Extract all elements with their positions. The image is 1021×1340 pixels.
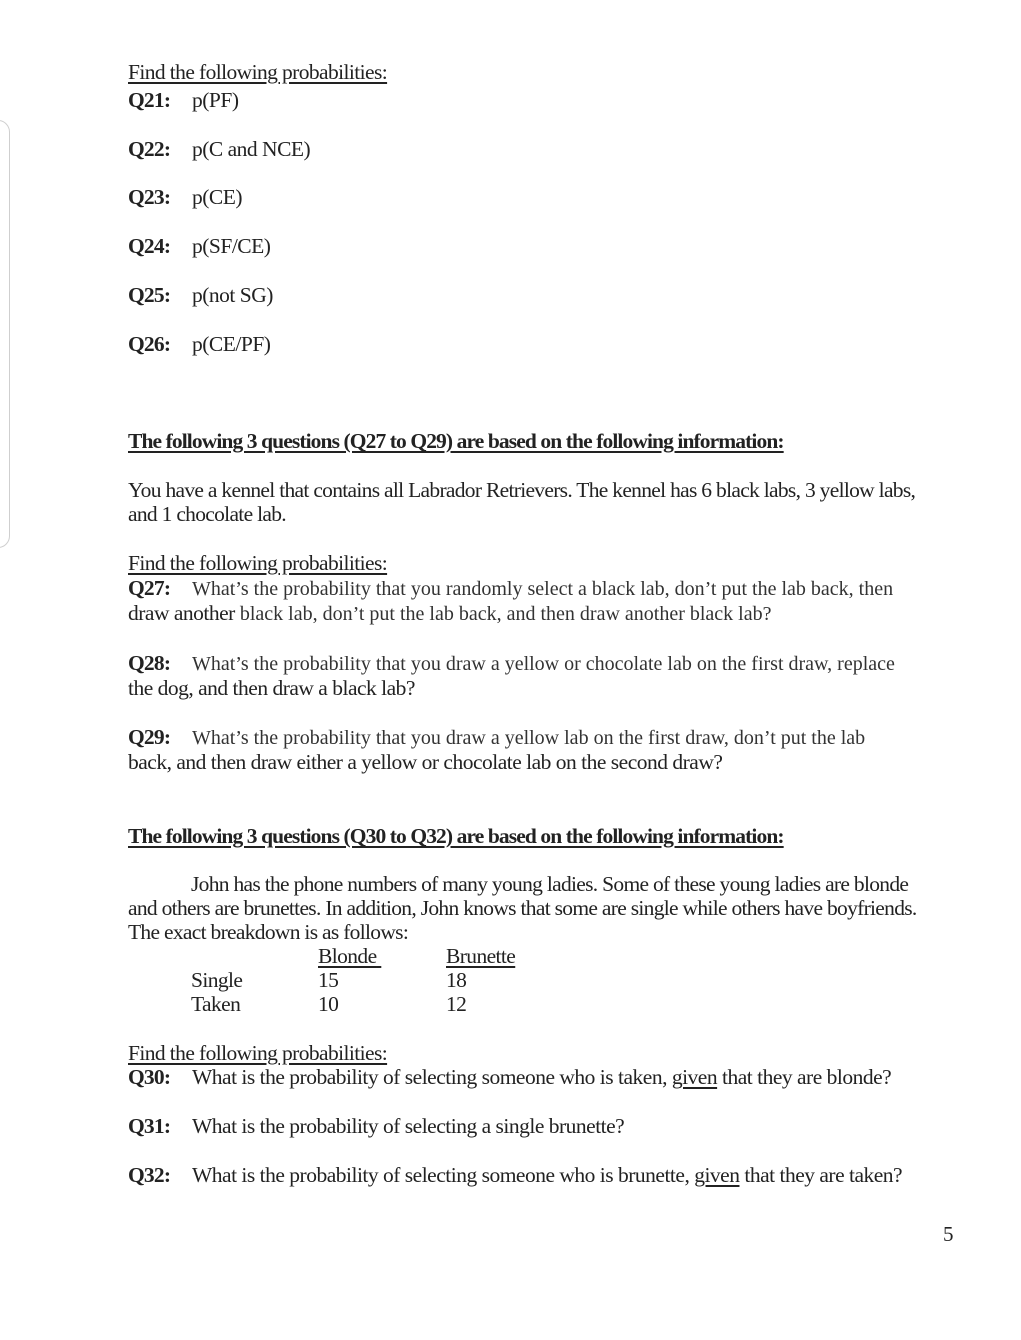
question-q30	[128, 1065, 940, 1089]
table-cell: 12	[446, 992, 467, 1016]
table-header-cell	[318, 944, 446, 968]
question-label: Q25:	[128, 283, 171, 307]
row-label: Taken	[191, 992, 241, 1016]
question-text-part: that they are blonde?	[717, 1065, 892, 1089]
question-text-part: What is the probability of selecting someone who is taken,	[192, 1065, 672, 1089]
question-label: Q30:	[128, 1065, 171, 1089]
question-text-part: What is the probability of selecting someone who is brunette,	[192, 1163, 695, 1187]
question-q28	[128, 651, 940, 700]
find-probabilities-label: Find the following probabilities:	[128, 60, 388, 84]
page-number: 5	[943, 1222, 954, 1246]
question-label: Q22:	[128, 137, 171, 161]
emphasis-given: given	[671, 1065, 718, 1089]
question-label: Q27:	[128, 576, 171, 600]
kennel-info-paragraph: You have a kennel that contains all Labrador Retrievers. The kennel has 6 black labs, 3 yellow labs, and 1 chocolate lab.	[128, 478, 916, 526]
table-corner-cell	[191, 944, 318, 968]
question-q22	[128, 137, 940, 161]
table-cell: 15	[318, 968, 339, 992]
question-q21	[128, 88, 940, 112]
question-text-part: that they are taken?	[739, 1163, 903, 1187]
john-info-text: John has the phone numbers of many young ladies. Some of these young ladies are blonde and others are brunettes. In addition, John knows that some are single while others have boyfriends. The exact breakdown is as follows:	[128, 872, 917, 944]
question-q31	[128, 1114, 940, 1138]
emphasis-given: given	[694, 1163, 740, 1187]
question-label: Q23:	[128, 185, 171, 209]
question-text: p(C and NCE)	[192, 137, 311, 161]
question-text-line2a: draw another	[128, 601, 235, 625]
john-info-paragraph	[128, 872, 940, 944]
question-text	[192, 1163, 940, 1187]
question-text-line2: back, and then draw either a yellow or chocolate lab on the second draw?	[128, 750, 723, 774]
question-text-line1: What’s the probability that you draw a yellow lab on the first draw, don’t put the lab	[192, 727, 866, 749]
question-q23	[128, 185, 940, 209]
question-q24	[128, 234, 940, 258]
question-text-line1: What’s the probability that you randomly select a black lab, don’t put the lab back, then	[192, 578, 894, 600]
question-text: p(CE/PF)	[192, 332, 271, 356]
column-header-blonde: Blonde	[318, 944, 377, 968]
question-text-line1: What’s the probability that you draw a yellow or chocolate lab on the first draw, replace	[192, 653, 895, 675]
find-probabilities-label: Find the following probabilities:	[128, 1041, 388, 1065]
document-page	[128, 60, 940, 1187]
question-text-line2b: black lab, don’t put the lab back, and then draw another black lab?	[234, 603, 772, 625]
breakdown-table	[191, 944, 536, 1016]
question-text-line2: the dog, and then draw a black lab?	[128, 676, 415, 700]
find-probabilities-label: Find the following probabilities:	[128, 551, 388, 575]
question-q32	[128, 1163, 940, 1187]
question-label: Q28:	[128, 651, 171, 675]
question-label: Q26:	[128, 332, 171, 356]
question-label: Q24:	[128, 234, 171, 258]
question-text: p(CE)	[192, 185, 243, 209]
table-row	[191, 992, 536, 1016]
table-cell: 18	[446, 968, 467, 992]
question-label: Q21:	[128, 88, 171, 112]
question-text	[192, 1065, 940, 1089]
table-cell: 10	[318, 992, 339, 1016]
question-label: Q29:	[128, 725, 171, 749]
question-label: Q31:	[128, 1114, 171, 1138]
question-q27	[128, 576, 940, 626]
table-row	[191, 968, 536, 992]
question-q25	[128, 283, 940, 307]
question-text: p(not SG)	[192, 283, 273, 307]
column-header-brunette: Brunette	[446, 944, 516, 968]
question-text: What is the probability of selecting a single brunette?	[192, 1114, 625, 1138]
section-heading-q30-q32: The following 3 questions (Q30 to Q32) are based on the following information:	[128, 824, 784, 848]
question-q29	[128, 725, 940, 774]
table-header-cell	[446, 944, 536, 968]
question-text: p(SF/CE)	[192, 234, 271, 258]
side-panel-tab[interactable]	[0, 120, 10, 548]
question-q26	[128, 332, 940, 356]
question-text: p(PF)	[192, 88, 239, 112]
table-header-row	[191, 944, 536, 968]
question-label: Q32:	[128, 1163, 171, 1187]
section-heading-q27-q29: The following 3 questions (Q27 to Q29) are based on the following information:	[128, 429, 784, 453]
row-label: Single	[191, 968, 243, 992]
